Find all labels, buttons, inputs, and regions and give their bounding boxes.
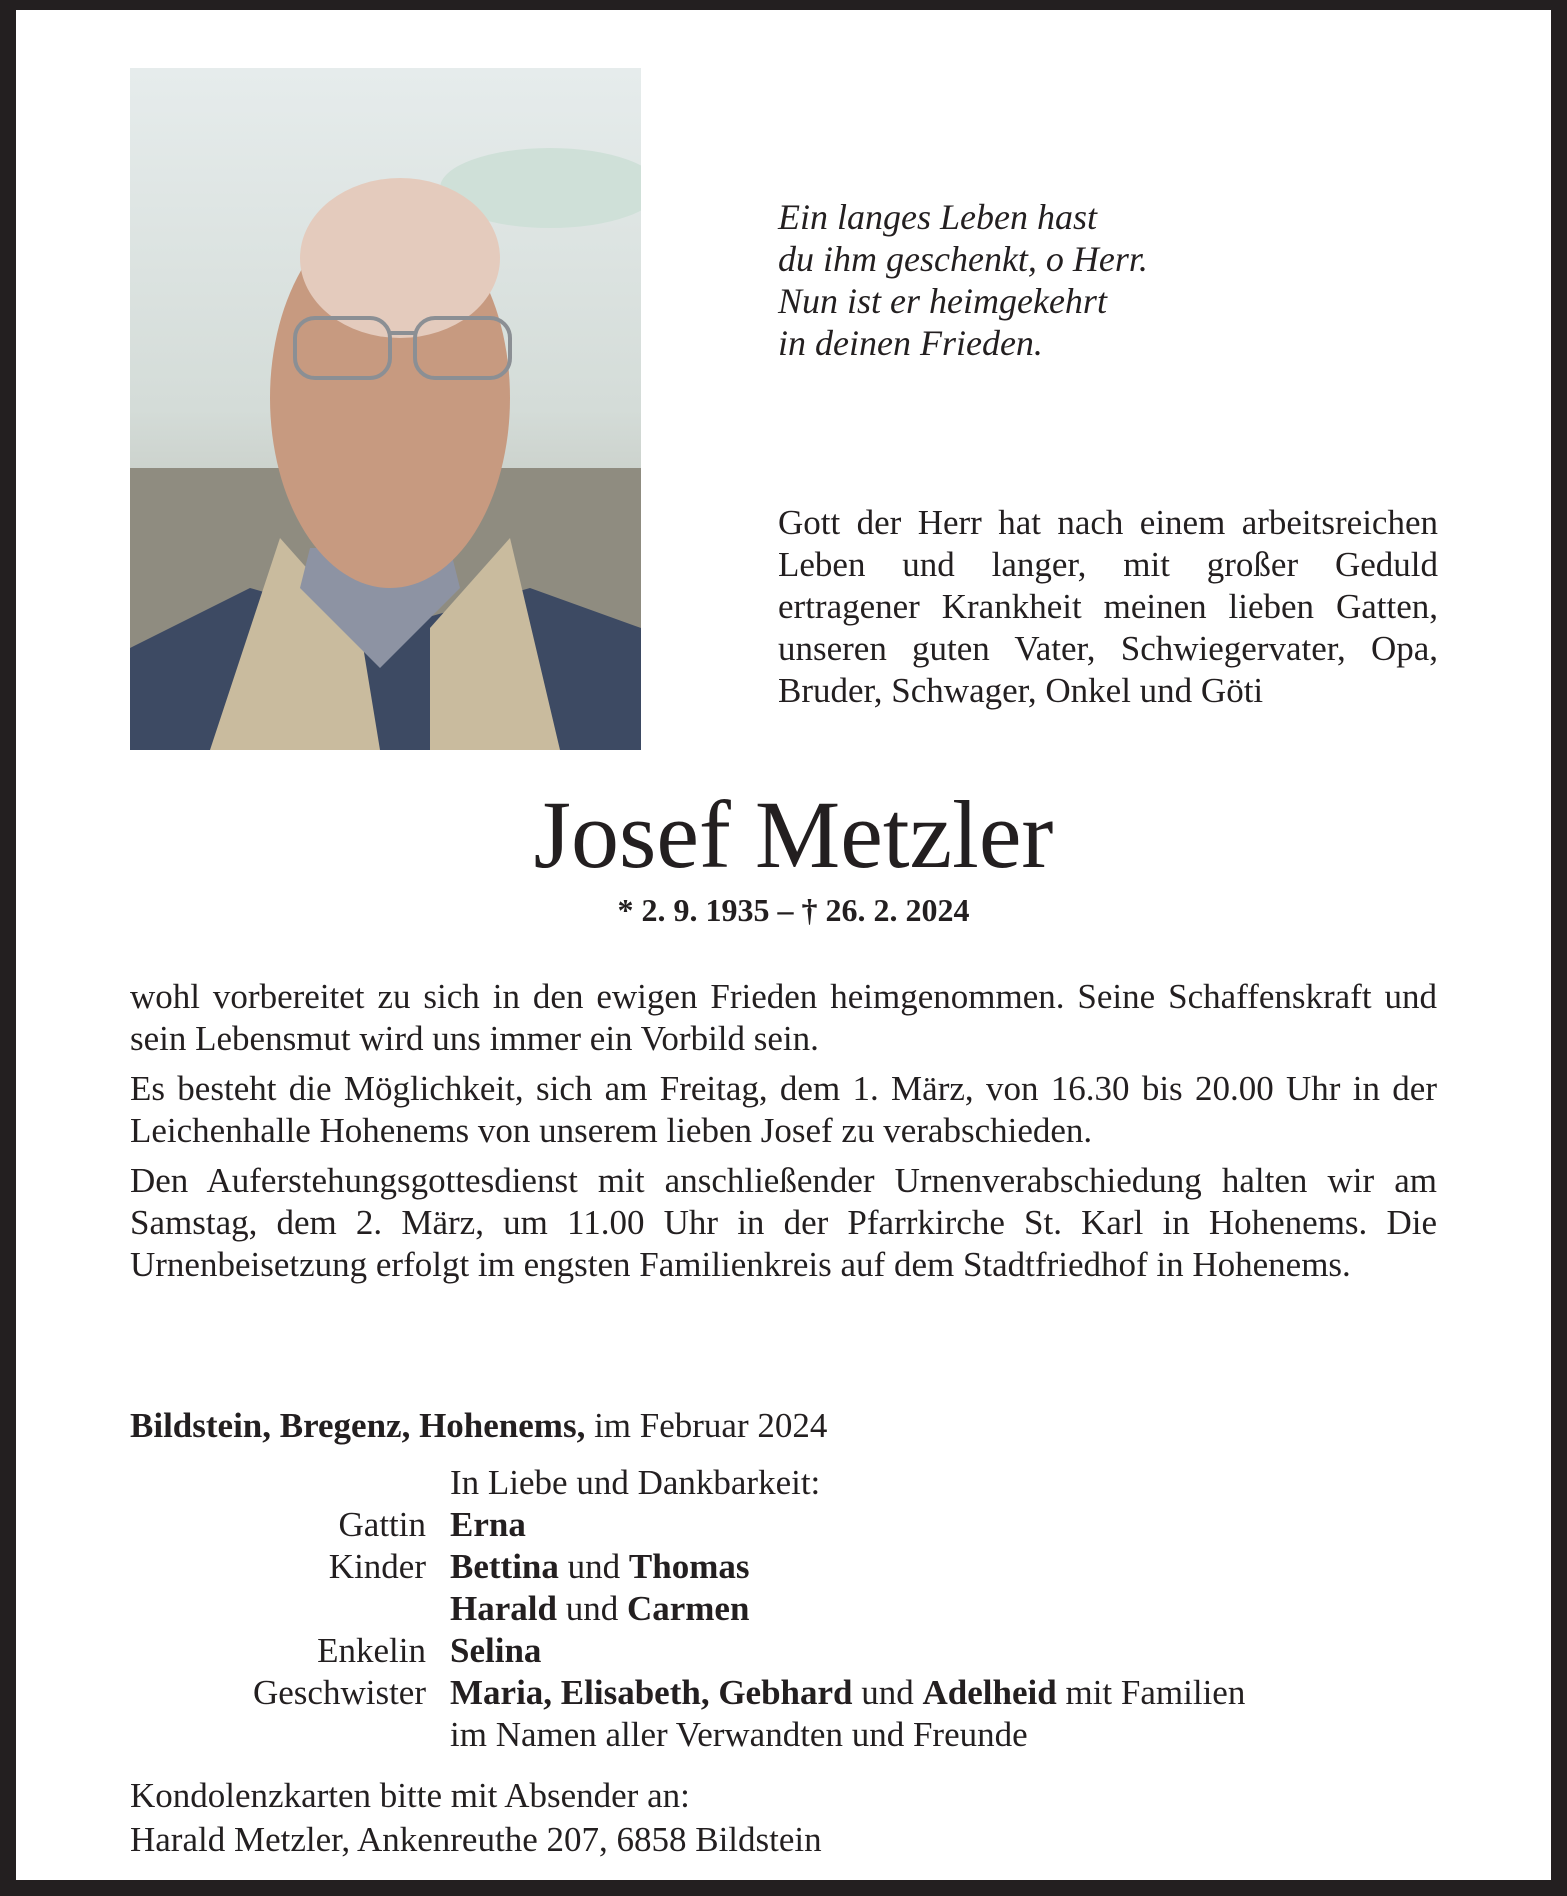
condolence-address bbox=[130, 1774, 822, 1862]
quote-line: in deinen Frieden. bbox=[778, 323, 1043, 363]
quote-line: Ein langes Leben hast bbox=[778, 197, 1097, 237]
relation-label: Gattin bbox=[338, 1505, 426, 1544]
body-paragraph: wohl vorbereitet zu sich in den ewigen Frieden heimgenommen. Seine Schaffenskraft und sein Lebensmut wird uns immer ein Vorbild sein. bbox=[130, 977, 1437, 1058]
body-paragraph: Es besteht die Möglichkeit, sich am Freitag, dem 1. März, von 16.30 bis 20.00 Uhr in der Leichenhalle Hohenems von unserem lieben Josef zu verabschieden. bbox=[130, 1069, 1437, 1150]
bible-quote bbox=[778, 196, 1148, 364]
mourner-name: Carmen bbox=[626, 1589, 750, 1628]
mourner-row bbox=[130, 1588, 1245, 1630]
mourner-row bbox=[130, 1672, 1245, 1714]
place-date-line bbox=[130, 1406, 827, 1446]
conj: und bbox=[558, 1547, 629, 1586]
mourner-row bbox=[130, 1630, 1245, 1672]
mourners-list bbox=[130, 1462, 1245, 1756]
relation-label: Enkelin bbox=[317, 1631, 426, 1670]
quote-line: Nun ist er heimgekehrt bbox=[778, 281, 1107, 321]
sig-heading: In Liebe und Dankbarkeit: bbox=[450, 1463, 821, 1502]
life-dates: * 2. 9. 1935 – † 26. 2. 2024 bbox=[617, 892, 970, 928]
conj: und bbox=[852, 1673, 923, 1712]
relation-label: Geschwister bbox=[252, 1673, 426, 1712]
relation-label: Kinder bbox=[328, 1547, 426, 1586]
mourner-row bbox=[130, 1546, 1245, 1588]
obituary-page bbox=[16, 10, 1551, 1880]
quote-line: du ihm geschenkt, o Herr. bbox=[778, 239, 1148, 279]
mourner-name: Thomas bbox=[628, 1547, 750, 1586]
mourner-name: Selina bbox=[450, 1631, 542, 1670]
suffix: mit Familien bbox=[1056, 1673, 1246, 1712]
mourner-name: Erna bbox=[450, 1505, 526, 1544]
conj: und bbox=[556, 1589, 627, 1628]
places: Bildstein, Bregenz, Hohenems, bbox=[130, 1406, 586, 1445]
mourner-name: Bettina bbox=[450, 1547, 559, 1586]
mourner-name: Adelheid bbox=[922, 1673, 1057, 1712]
mourner-name: Maria, Elisabeth, Gebhard bbox=[450, 1673, 853, 1712]
mourner-row bbox=[130, 1504, 1245, 1546]
deceased-name: Josef Metzler bbox=[533, 781, 1054, 888]
condolence-line: Kondolenzkarten bitte mit Absender an: bbox=[130, 1776, 690, 1815]
mourner-name: Harald bbox=[450, 1589, 557, 1628]
date: im Februar 2024 bbox=[585, 1406, 828, 1445]
sig-closing: im Namen aller Verwandten und Freunde bbox=[450, 1715, 1028, 1754]
portrait-photo bbox=[130, 68, 641, 750]
body-paragraph: Den Auferstehungsgottesdienst mit anschließender Urnenverabschiedung halten wir am Samstag, dem 2. März, um 11.00 Uhr in der Pfarrkirche St. Karl in Hohenems. Die Urnenbeisetzung erfolgt im engsten Familienkreis auf dem Stadtfriedhof in Hohenems. bbox=[130, 1161, 1437, 1284]
intro-paragraph: Gott der Herr hat nach einem arbeitsreichen Leben und langer, mit großer Geduld ertragener Krankheit meinen lieben Gatten, unseren guten Vater, Schwiegervater, Opa, Bruder, Schwager, Onkel und Göti bbox=[778, 503, 1438, 710]
announcement-body bbox=[130, 976, 1437, 1294]
condolence-address-line: Harald Metzler, Ankenreuthe 207, 6858 Bildstein bbox=[130, 1820, 822, 1859]
